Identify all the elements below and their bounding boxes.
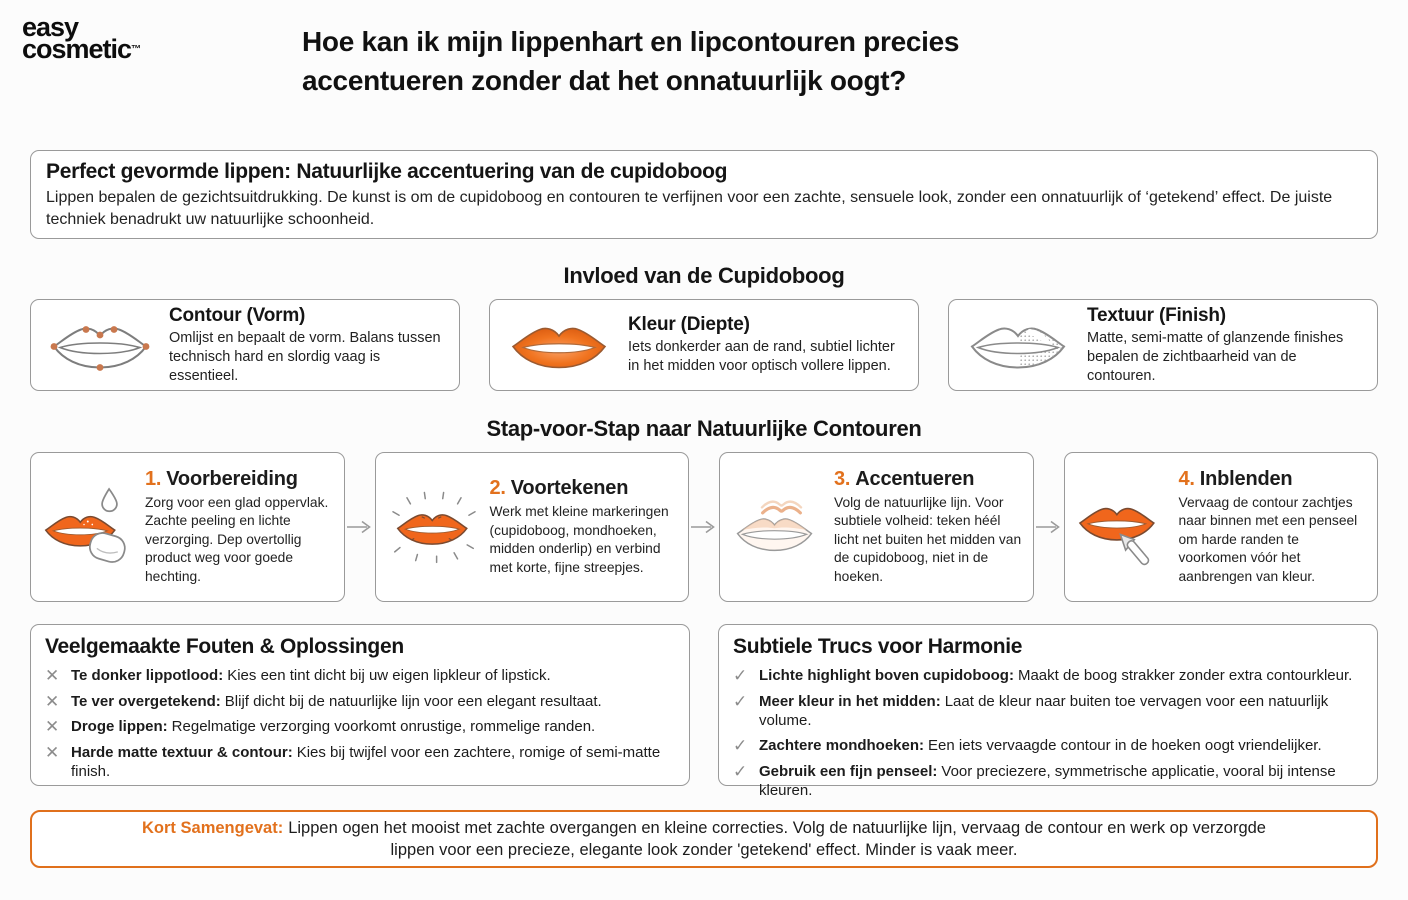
- step-text: Vervaag de contour zachtjes naar binnen met een penseel om harde randen te voorkomen vóór het aanbrengen van kleur.: [1178, 494, 1358, 584]
- influence-card-body: [1073, 305, 1365, 386]
- mistake-item: [45, 743, 675, 781]
- page-title-line1: Hoe kan ik mijn lippenhart en lipcontouren precies: [302, 26, 960, 57]
- item-text: Voor preciezere, symmetrische applicatie, vooral bij intense kleuren.: [759, 762, 1336, 799]
- step-title: 3. Accentueren: [834, 467, 975, 490]
- influence-card-body: [614, 314, 906, 376]
- step-card-1: [30, 452, 345, 602]
- item-text: Laat de kleur naar buiten toe vervagen voor een natuurlijk volume.: [759, 692, 1329, 729]
- check-icon: ✓: [733, 736, 748, 755]
- section-heading-steps: Stap-voor-Stap naar Natuurlijke Contouren: [486, 416, 922, 441]
- card-title: Textuur (Finish): [1087, 304, 1226, 326]
- cross-icon: ✕: [45, 691, 60, 711]
- card-title: Contour (Vorm): [169, 304, 306, 326]
- step-card-body: [1173, 468, 1368, 587]
- item-label: Te donker lippotlood:: [71, 667, 224, 684]
- item-label: Meer kleur in het midden:: [759, 692, 941, 710]
- step-number: 1.: [145, 467, 162, 490]
- item-text: Een iets vervaagde contour in de hoeken oogt vriendelijker.: [928, 737, 1322, 754]
- summary-label: Kort Samengevat:: [142, 819, 284, 837]
- check-icon: ✓: [733, 666, 748, 685]
- step-number: 4.: [1178, 467, 1195, 490]
- intro-body: Lippen bepalen de gezichtsuitdrukking. De kunst is om de cupidoboog en contouren te verfijnen voor een zachte, sensuele look, zonder een onnatuurlijk of ‘getekend’ effect. De juiste techniek benadrukt uw natuurlijke schoonheid.: [46, 189, 1333, 228]
- page-title: [302, 22, 959, 100]
- section-heading-influence: Invloed van de Cupidoboog: [563, 263, 845, 288]
- card-title: Kleur (Diepte): [628, 314, 750, 335]
- step-arrow-icon: [689, 519, 719, 535]
- influence-card-kleur: [489, 299, 919, 391]
- step-text: Werk met kleine markeringen (cupidoboog, mondhoeken, midden onderlip) en verbind met korte, fijne streepjes.: [489, 504, 669, 575]
- trick-item: [733, 692, 1363, 730]
- page-title-line2: accentueren zonder dat het onnatuurlijk oogt?: [302, 65, 907, 96]
- summary-card: [30, 810, 1378, 868]
- tricks-heading: Subtiele Trucs voor Harmonie: [733, 635, 1023, 658]
- lips-contour-icon: [45, 313, 155, 377]
- step-card-2: [375, 452, 690, 602]
- card-text: Omlijst en bepaalt de vorm. Balans tussen technisch hard en slordig vaag is essentieel.: [169, 329, 441, 384]
- trick-item: [733, 666, 1363, 685]
- step-title: 1. Voorbereiding: [145, 467, 298, 490]
- step-title: 2. Voortekenen: [489, 477, 629, 499]
- trick-item: [733, 736, 1363, 755]
- card-text: Iets donkerder aan de rand, subtiel lichter in het midden voor optisch vollere lippen.: [628, 339, 895, 374]
- mistake-item: [45, 692, 675, 711]
- bottom-row: [30, 624, 1378, 799]
- step-arrow-icon: [1034, 519, 1064, 535]
- step-title: 4. Inblenden: [1178, 467, 1293, 490]
- influence-card-textuur: [948, 299, 1378, 391]
- mistakes-card: [30, 624, 690, 786]
- influence-row: [30, 299, 1378, 391]
- step-card-body: [139, 468, 334, 587]
- item-label: Te ver overgetekend:: [71, 692, 221, 710]
- step-text: Volg de natuurlijke lijn. Voor subtiele volheid: teken héél licht net buiten het midden van de cupidoboog, niet in de hoeken.: [834, 494, 1022, 584]
- trick-item: [733, 762, 1363, 800]
- item-label: Zachtere mondhoeken:: [759, 737, 925, 754]
- item-label: Harde matte textuur & contour:: [71, 743, 293, 761]
- steps-row: [30, 452, 1378, 602]
- mistake-item: [45, 717, 675, 736]
- intro-card: [30, 150, 1378, 239]
- step-card-body: [484, 477, 679, 577]
- check-icon: ✓: [733, 691, 748, 711]
- step-card-4: [1064, 452, 1379, 602]
- logo-line2: cosmetic™: [22, 34, 142, 65]
- step-number: 3.: [834, 467, 851, 490]
- influence-card-body: [155, 305, 447, 386]
- item-text: Regelmatige verzorging voorkomt onrustige, rommelige randen.: [171, 718, 596, 735]
- trademark-symbol: ™: [131, 44, 142, 56]
- step-card-body: [828, 468, 1023, 587]
- summary-text: Lippen ogen het mooist met zachte overgangen en kleine correcties. Volg de natuurlijke lijn, vervaag de contour en werk op verzorgde lippen voor een precieze, elegante look zonder 'getekend' effect. Minder is vaak meer.: [288, 819, 1266, 859]
- cross-icon: ✕: [45, 717, 60, 736]
- easycosmetic-logo: [22, 12, 142, 65]
- cross-icon: ✕: [45, 742, 60, 762]
- tricks-card: [718, 624, 1378, 799]
- check-icon: ✓: [733, 761, 748, 781]
- lips-color-icon: [504, 313, 614, 377]
- header: [0, 0, 1408, 150]
- item-label: Droge lippen:: [71, 718, 168, 735]
- summary-body: [122, 817, 1286, 861]
- step-number: 2.: [489, 477, 506, 499]
- item-text: Kies bij twijfel voor een zachtere, romige of semi-matte finish.: [71, 743, 661, 780]
- step-text: Zorg voor een glad oppervlak. Zachte peeling en lichte verzorging. Dep overtollig product weg voor goede hechting.: [145, 494, 329, 584]
- mistakes-heading: Veelgemaakte Fouten & Oplossingen: [45, 635, 404, 658]
- lips-blend-brush-icon: [1073, 484, 1173, 570]
- lips-texture-icon: [963, 313, 1073, 377]
- cross-icon: ✕: [45, 666, 60, 685]
- lips-prep-icon: [39, 484, 139, 570]
- item-text: Maakt de boog strakker zonder extra contourkleur.: [1017, 667, 1353, 684]
- item-label: Lichte highlight boven cupidoboog:: [759, 667, 1014, 684]
- intro-heading: Perfect gevormde lippen: Natuurlijke accentuering van de cupidoboog: [46, 160, 728, 183]
- lips-accent-icon: [728, 484, 828, 570]
- lips-mark-icon: [384, 484, 484, 570]
- card-text: Matte, semi-matte of glanzende finishes bepalen de zichtbaarheid van de contouren.: [1087, 329, 1344, 384]
- item-text: Kies een tint dicht bij uw eigen lipkleur of lipstick.: [227, 667, 551, 684]
- influence-card-contour: [30, 299, 460, 391]
- item-label: Gebruik een fijn penseel:: [759, 762, 938, 780]
- item-text: Blijf dicht bij de natuurlijke lijn voor een elegant resultaat.: [224, 692, 602, 710]
- logo-line1: easy: [22, 12, 79, 42]
- step-arrow-icon: [345, 519, 375, 535]
- mistake-item: [45, 666, 675, 685]
- step-card-3: [719, 452, 1034, 602]
